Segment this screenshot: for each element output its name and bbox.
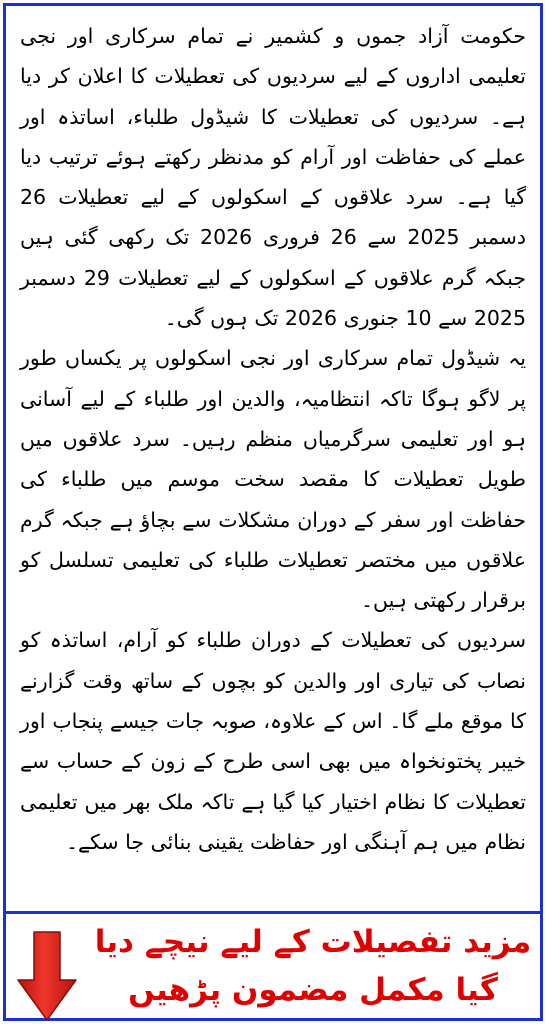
arrow-down-icon	[16, 930, 78, 1022]
article-paragraph-1: حکومت آزاد جموں و کشمیر نے تمام سرکاری اور نجی تعلیمی اداروں کے لیے سردیوں کی تعطیلات کا اعلان کر دیا ہے۔ سردیوں کی تعطیلات کا شیڈول طلباء، اساتذہ اور عملے کی حفاظت اور آرام کو مدنظر رکھتے ہوئے ترتیب دیا گیا ہے۔ سرد علاقوں کے اسکولوں کے لیے تعطیلات 26 دسمبر 2025 سے 26 فروری 2026 تک رکھی گئی ہیں جبکہ گرم علاقوں کے اسکولوں کے لیے تعطیلات 29 دسمبر 2025 سے 10 جنوری 2026 تک ہوں گی۔	[20, 24, 526, 331]
read-more-line-2: گیا مکمل مضمون پڑھیں	[128, 972, 498, 1008]
article-paragraph-2: یہ شیڈول تمام سرکاری اور نجی اسکولوں پر یکساں طور پر لاگو ہوگا تاکہ انتظامیہ، والدین اور طلباء کے لیے آسانی ہو اور تعلیمی سرگرمیاں منظم رہیں۔ سرد علاقوں میں طویل تعطیلات کا مقصد سخت موسم میں طلباء کی حفاظت اور سفر کے دوران مشکلات سے بچاؤ ہے جبکہ گرم علاقوں میں مختصر تعطیلات طلباء کی تعلیمی تسلسل کو برقرار رکھتی ہیں۔	[20, 346, 526, 613]
article-frame	[3, 3, 543, 1021]
article-paragraph-3: سردیوں کی تعطیلات کے دوران طلباء کو آرام، اساتذہ کو نصاب کی تیاری اور والدین کو بچوں کے ساتھ وقت گزارنے کا موقع ملے گا۔ اس کے علاوہ، صوبہ جات جیسے پنجاب اور خیبر پختونخواہ میں بھی اسی طرح کے زون کے حساب سے تعطیلات کا نظام اختیار کیا گیا ہے تاکہ ملک بھر میں تعلیمی نظام میں ہم آہنگی اور حفاظت یقینی بنائی جا سکے۔	[20, 628, 526, 854]
read-more-line-1: مزید تفصیلات کے لیے نیچے دیا	[94, 924, 532, 960]
article-body	[20, 16, 526, 862]
section-divider	[6, 911, 540, 914]
read-more-callout[interactable]	[92, 918, 534, 1018]
